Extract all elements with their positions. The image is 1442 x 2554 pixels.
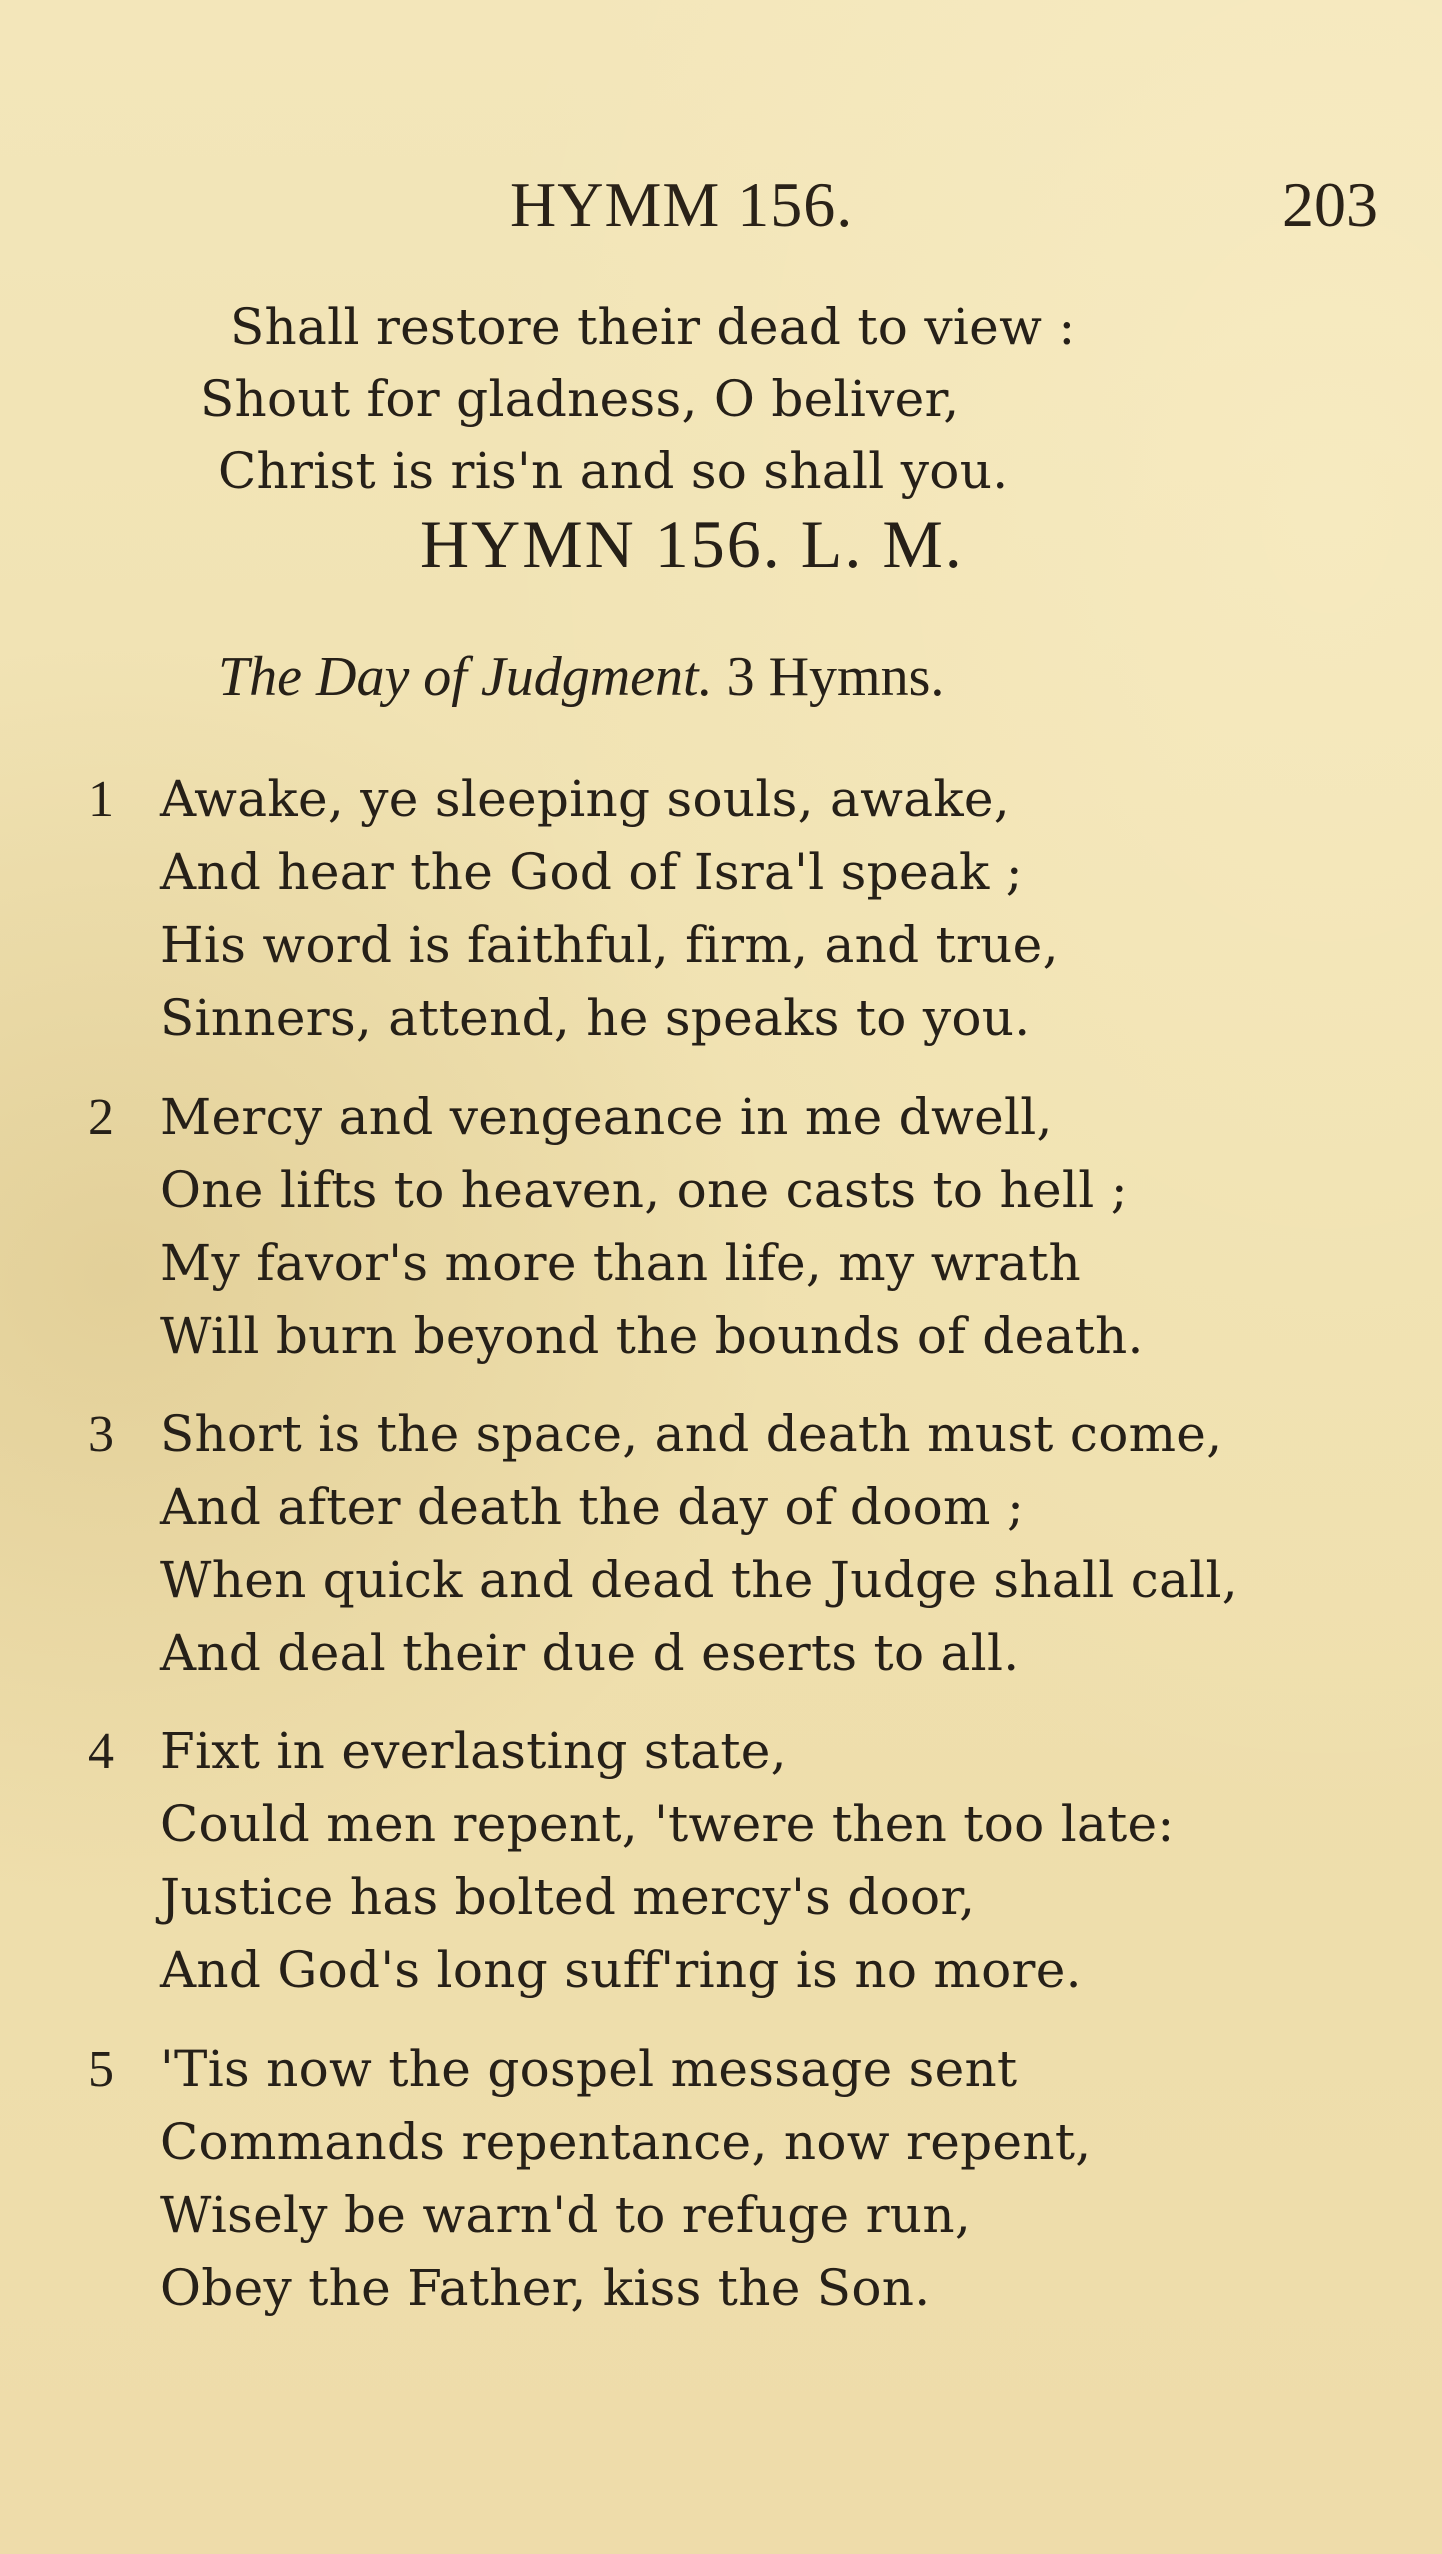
verse-number: 2 [88, 1089, 114, 1146]
verse-number: 4 [88, 1723, 114, 1780]
text-line: And God's long suff'ring is no more. [160, 1941, 1082, 1999]
hymn-subtitle [218, 645, 944, 709]
text-line: 'Tis now the gospel message sent [160, 2040, 1018, 2098]
verse-number: 3 [88, 1406, 114, 1463]
running-head: HYMM 156. [510, 169, 854, 240]
text-line: Shout for gladness, O beliver, [200, 370, 960, 428]
subtitle-italic: The Day of Judgment. [218, 646, 713, 708]
subtitle-source: 3 Hymns. [726, 646, 945, 708]
text-line: Wisely be warn'd to refuge run, [160, 2186, 972, 2244]
text-line: When quick and dead the Judge shall call, [160, 1551, 1238, 1609]
text-line: Shall restore their dead to view : [230, 298, 1076, 356]
text-line: Commands repentance, now repent, [160, 2113, 1092, 2171]
text-line: Will burn beyond the bounds of death. [160, 1307, 1144, 1365]
text-line: Justice has bolted mercy's door, [160, 1868, 976, 1926]
text-line: Sinners, attend, he speaks to you. [160, 989, 1031, 1047]
page-header [0, 168, 1442, 248]
page-number: 203 [1282, 169, 1378, 240]
text-line: His word is faithful, firm, and true, [160, 916, 1059, 974]
text-line: Could men repent, 'twere then too late: [160, 1795, 1175, 1853]
text-line: Fixt in everlasting state, [160, 1722, 787, 1780]
text-line: And deal their due d eserts to all. [160, 1624, 1020, 1682]
text-line: Short is the space, and death must come, [160, 1405, 1223, 1463]
hymn-title: HYMN 156. L. M. [420, 506, 964, 582]
text-line: Obey the Father, kiss the Son. [160, 2259, 931, 2317]
verse-number: 1 [88, 771, 114, 828]
text-line: My favor's more than life, my wrath [160, 1234, 1082, 1292]
text-line: Awake, ye sleeping souls, awake, [160, 770, 1011, 828]
verse-number: 5 [88, 2041, 114, 2098]
text-line: And after death the day of doom ; [160, 1478, 1025, 1536]
text-line: Mercy and vengeance in me dwell, [160, 1088, 1053, 1146]
text-line: Christ is ris'n and so shall you. [218, 442, 1009, 500]
text-line: One lifts to heaven, one casts to hell ; [160, 1161, 1128, 1219]
text-line: And hear the God of Isra'l speak ; [160, 843, 1023, 901]
